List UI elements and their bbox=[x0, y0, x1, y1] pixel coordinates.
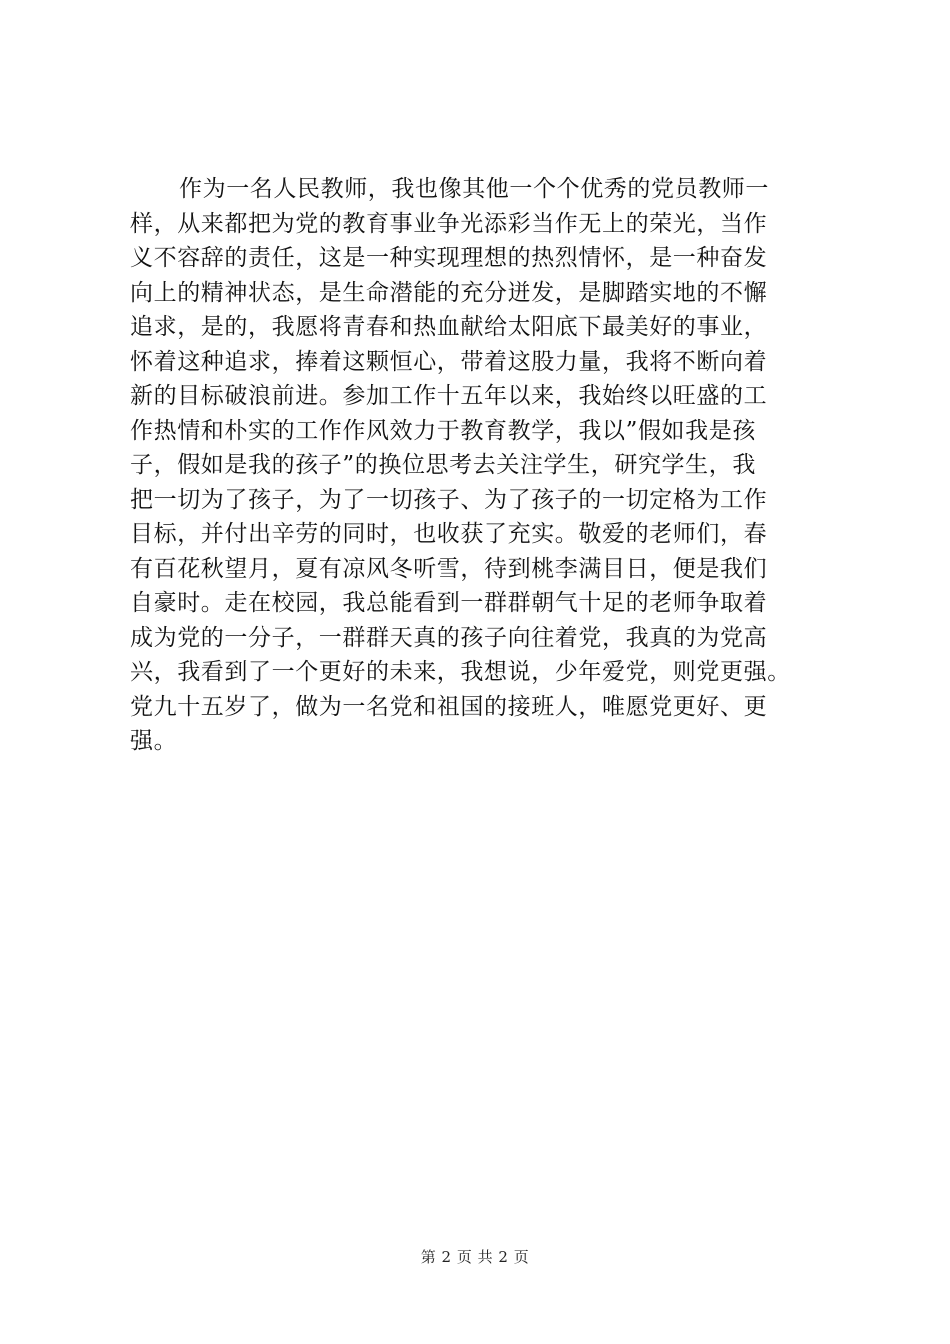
paragraph-line: 新的目标破浪前进。参加工作十五年以来，我始终以旺盛的工 bbox=[130, 383, 768, 409]
paragraph-line: 样，从来都把为党的教育事业争光添彩当作无上的荣光，当作 bbox=[130, 210, 768, 237]
paragraph-line: 强。 bbox=[130, 728, 178, 754]
paragraph-line: 成为党的一分子，一群群天真的孩子向往着党，我真的为党高 bbox=[130, 624, 768, 651]
body-paragraph bbox=[130, 172, 820, 759]
paragraph-line: 目标，并付出辛劳的同时，也收获了充实。敬爱的老师们，春 bbox=[130, 521, 768, 547]
paragraph-line: 追求，是的，我愿将青春和热血献给太阳底下最美好的事业， bbox=[130, 314, 768, 340]
paragraph-line: 兴，我看到了一个更好的未来，我想说，少年爱党，则党更强。 bbox=[130, 659, 791, 685]
page-number-footer: 第 2 页 共 2 页 bbox=[420, 1248, 530, 1266]
paragraph-line: 向上的精神状态，是生命潜能的充分迸发，是脚踏实地的不懈 bbox=[130, 279, 768, 306]
paragraph-line: 党九十五岁了，做为一名党和祖国的接班人，唯愿党更好、更 bbox=[130, 693, 768, 720]
paragraph-line: 怀着这种追求，捧着这颗恒心，带着这股力量，我将不断向着 bbox=[130, 348, 768, 375]
paragraph-line: 作热情和朴实的工作作风效力于教育教学，我以”假如我是孩 bbox=[130, 417, 756, 444]
paragraph-line: 子，假如是我的孩子”的换位思考去关注学生，研究学生，我 bbox=[130, 452, 756, 478]
paragraph-line: 作为一名人民教师，我也像其他一个个优秀的党员教师一 bbox=[179, 176, 769, 202]
paragraph-line: 自豪时。走在校园，我总能看到一群群朝气十足的老师争取着 bbox=[130, 590, 768, 616]
paragraph-line: 有百花秋望月，夏有凉风冬听雪，待到桃李满目日，便是我们 bbox=[130, 555, 768, 582]
paragraph-line: 义不容辞的责任，这是一种实现理想的热烈情怀，是一种奋发 bbox=[130, 245, 768, 271]
paragraph-line: 把一切为了孩子，为了一切孩子、为了孩子的一切定格为工作 bbox=[130, 486, 768, 513]
